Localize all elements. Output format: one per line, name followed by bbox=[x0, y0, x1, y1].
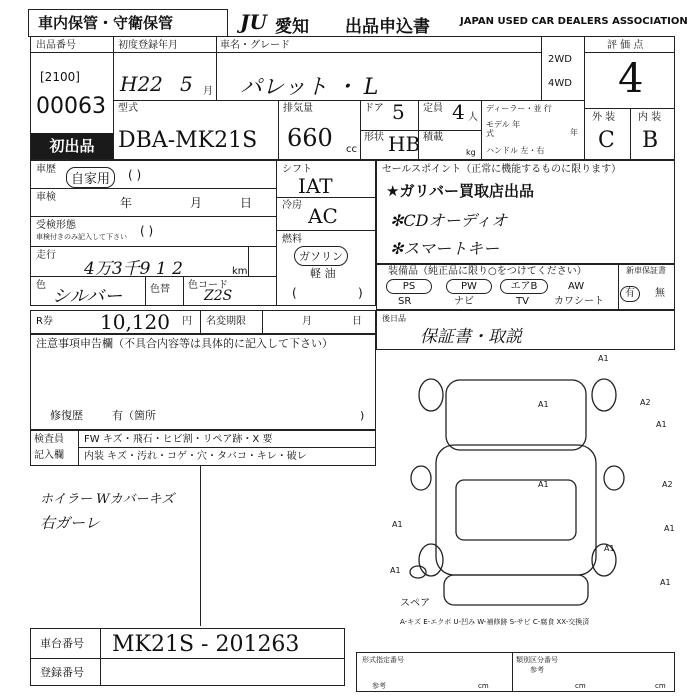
form-number-label: 形式指定番号 bbox=[362, 656, 404, 664]
equip-pw: PW bbox=[446, 279, 492, 294]
damage-mark-11: A1 bbox=[660, 578, 671, 587]
dealer-label: ディーラー・並 行 bbox=[486, 104, 552, 113]
model-code: DBA-MK21S bbox=[118, 128, 258, 153]
shape-label: 形状 bbox=[364, 132, 384, 143]
car-damage-diagram bbox=[376, 350, 675, 620]
warranty-no: 無 bbox=[655, 288, 665, 299]
ext-grade: C bbox=[598, 128, 615, 153]
sales-points-label: セールスポイント（正常に機能するものに限ります） bbox=[382, 164, 622, 175]
handle-label: ハンドル 左・右 bbox=[486, 146, 545, 155]
receipt-paren: ( ) bbox=[140, 224, 154, 238]
mileage-unit: km bbox=[232, 266, 248, 277]
shape-value: HB bbox=[388, 132, 421, 156]
ac-label: 冷房 bbox=[282, 200, 302, 211]
body-outline bbox=[436, 445, 596, 575]
equip-airbag: エアB bbox=[500, 279, 548, 294]
inspector-note-2: 右ガーレ bbox=[40, 514, 100, 532]
wd4-label: 4WD bbox=[548, 78, 572, 89]
recycle-frame bbox=[30, 310, 376, 334]
wd2-label: 2WD bbox=[548, 54, 572, 65]
usage-value: 自家用 bbox=[66, 167, 115, 188]
new-warranty-label: 新車保証書 bbox=[626, 266, 666, 275]
damage-mark-7: A1 bbox=[392, 520, 403, 529]
damage-mark-9: A1 bbox=[390, 566, 401, 575]
assoc-name: JAPAN USED CAR DEALERS ASSOCIATION bbox=[460, 16, 688, 27]
cc-label: 排気量 bbox=[283, 103, 313, 114]
damage-mark-8: A1 bbox=[664, 524, 675, 533]
repair-value: 有（箇所 bbox=[112, 409, 156, 422]
form-title: 出品申込書 bbox=[345, 17, 430, 37]
lot-code: [2100] bbox=[40, 70, 80, 84]
cc-unit: cc bbox=[346, 144, 357, 155]
damage-mark-1: A1 bbox=[598, 354, 609, 363]
sales-point-3: ✻スマートキー bbox=[390, 239, 500, 258]
later-docs-value: 保証書・取説 bbox=[420, 327, 522, 347]
warranty-yes: 有 bbox=[620, 286, 640, 302]
inspector-row-2: 内装 キズ・汚れ・コゲ・穴・タバコ・キレ・破レ bbox=[84, 451, 307, 462]
grade-label: 評 価 点 bbox=[607, 40, 644, 51]
repair-close: ) bbox=[360, 409, 365, 422]
damage-mark-4: A1 bbox=[656, 420, 667, 429]
chassis-label: 車台番号 bbox=[40, 637, 84, 650]
registration-month: 5 bbox=[180, 72, 193, 96]
ac-value: AC bbox=[308, 204, 338, 228]
class-number-label: 類別区分番号 bbox=[516, 656, 558, 664]
chassis-value: MK21S - 201263 bbox=[112, 632, 300, 657]
inspector-note-1: ホイラー Wカバーキズ bbox=[40, 492, 175, 507]
org-name: 愛知 bbox=[275, 17, 309, 37]
name-change-day: 日 bbox=[352, 316, 362, 327]
equip-tv: TV bbox=[516, 296, 529, 307]
mirror-left bbox=[411, 466, 431, 490]
shift-value: IAT bbox=[298, 174, 333, 198]
mileage-value: 4万3千9 1 2 bbox=[84, 259, 183, 279]
damage-mark-10: A1 bbox=[604, 544, 615, 553]
grade-score: 4 bbox=[618, 56, 644, 102]
cm-unit-2: cm bbox=[575, 682, 586, 690]
car-name: パレット ・ L bbox=[240, 75, 379, 100]
cm-unit-3: cm bbox=[655, 682, 666, 690]
hood-outline bbox=[446, 380, 586, 450]
doors-value: 5 bbox=[392, 100, 405, 124]
cm-unit-1: cm bbox=[478, 682, 489, 690]
cc-value: 660 bbox=[287, 124, 333, 152]
int-grade: B bbox=[642, 128, 659, 153]
registration-year: H22 bbox=[120, 72, 163, 96]
registration-number-label: 登録番号 bbox=[40, 666, 84, 679]
shift-label: シフト bbox=[282, 164, 312, 175]
equip-aw: AW bbox=[568, 281, 585, 292]
inspection-day: 日 bbox=[240, 196, 253, 210]
year-unit: 年 bbox=[570, 128, 578, 137]
damage-mark-2: A1 bbox=[538, 400, 549, 409]
equip-sr: SR bbox=[398, 296, 412, 307]
registration-label: 初度登録年月 bbox=[118, 40, 178, 51]
model-label: 型式 bbox=[118, 103, 138, 114]
sales-point-1: ★ガリバー買取店出品 bbox=[386, 182, 534, 200]
notes-label: 注意事項申告欄（不具合内容等は具体的に記入して下さい） bbox=[36, 337, 333, 350]
damage-legend: A-キズ E-エクボ U-凹み W-補修跡 S-サビ C-腐食 XX-交換済 bbox=[400, 618, 590, 626]
capacity-label: 定員 bbox=[423, 103, 443, 114]
name-change-month: 月 bbox=[302, 316, 312, 327]
fuel-paren-close: ) bbox=[358, 286, 363, 300]
recycle-unit: 円 bbox=[182, 316, 192, 327]
inspection-month: 月 bbox=[190, 196, 203, 210]
fuel-diesel: 軽 油 bbox=[310, 267, 336, 280]
int-label: 内 装 bbox=[638, 112, 662, 123]
repair-label: 修復歴 bbox=[50, 409, 83, 422]
color-code: Z2S bbox=[204, 288, 233, 304]
wheel-rl bbox=[419, 544, 443, 576]
later-docs-label: 後日品 bbox=[382, 314, 406, 323]
first-listing-badge: 初出品 bbox=[31, 133, 113, 159]
roof-outline bbox=[456, 480, 576, 540]
inspector-row-1: FW キズ・飛石・ヒビ割・リペア跡・X 要 bbox=[84, 434, 273, 445]
lot-label: 出品番号 bbox=[36, 40, 76, 51]
name-change-label: 名変期限 bbox=[206, 316, 246, 327]
inspection-year: 年 bbox=[120, 196, 133, 210]
equip-ps: PS bbox=[386, 279, 432, 294]
damage-mark-3: A2 bbox=[640, 398, 651, 407]
fuel-label: 燃料 bbox=[282, 234, 302, 245]
color-value: シルバー bbox=[52, 286, 123, 307]
color-swap-label: 色替 bbox=[150, 284, 170, 295]
damage-mark-5: A1 bbox=[538, 480, 549, 489]
ju-logo: JU bbox=[240, 10, 267, 34]
storage-label: 車内保管・守衛保管 bbox=[38, 14, 174, 32]
spare-label: スペア bbox=[400, 598, 430, 609]
registration-month-unit: 月 bbox=[203, 86, 213, 97]
equip-seat: カワシート bbox=[554, 296, 604, 307]
mirror-right bbox=[604, 466, 624, 490]
usage-label: 車歴 bbox=[36, 164, 56, 175]
load-label: 積載 bbox=[423, 132, 443, 143]
equip-navi: ナビ bbox=[454, 296, 474, 307]
fuel-gas: ガソリン bbox=[294, 246, 348, 266]
model-year-label: モデル 年式 bbox=[486, 120, 521, 138]
lot-number: 00063 bbox=[36, 94, 106, 119]
ref-label-2: 参考 bbox=[530, 666, 544, 674]
equipment-label: 装備品（純正品に限り○をつけてください） bbox=[388, 266, 587, 277]
recycle-label: R券 bbox=[36, 316, 53, 327]
capacity-unit: 人 bbox=[468, 112, 478, 123]
usage-paren: ( ) bbox=[128, 168, 142, 182]
wheel-fl bbox=[419, 379, 443, 411]
sales-point-2: ✻CDオーディオ bbox=[390, 211, 508, 230]
damage-mark-6: A2 bbox=[662, 480, 673, 489]
car-name-label: 車名・グレード bbox=[220, 40, 290, 51]
ref-label-1: 参考 bbox=[372, 682, 386, 690]
ext-label: 外 装 bbox=[592, 112, 616, 123]
doors-label: ドア bbox=[364, 103, 384, 114]
mileage-label: 走行 bbox=[36, 250, 56, 261]
inspector-label-1: 検査員 bbox=[34, 434, 64, 445]
receipt-note: 車検付きのみ記入して下さい bbox=[36, 233, 127, 241]
rear-outline bbox=[444, 575, 588, 605]
inspector-label-2: 記入欄 bbox=[34, 450, 64, 461]
color-label: 色 bbox=[36, 280, 46, 291]
fuel-paren-open: ( bbox=[292, 286, 297, 300]
wheel-fr bbox=[592, 379, 616, 411]
capacity-value: 4 bbox=[452, 100, 465, 124]
recycle-value: 10,120 bbox=[100, 310, 170, 334]
receipt-label: 受検形態 bbox=[36, 220, 76, 231]
load-unit: kg bbox=[466, 148, 476, 157]
color-code-label: 色コード bbox=[188, 280, 228, 291]
inspection-label: 車検 bbox=[36, 192, 56, 203]
